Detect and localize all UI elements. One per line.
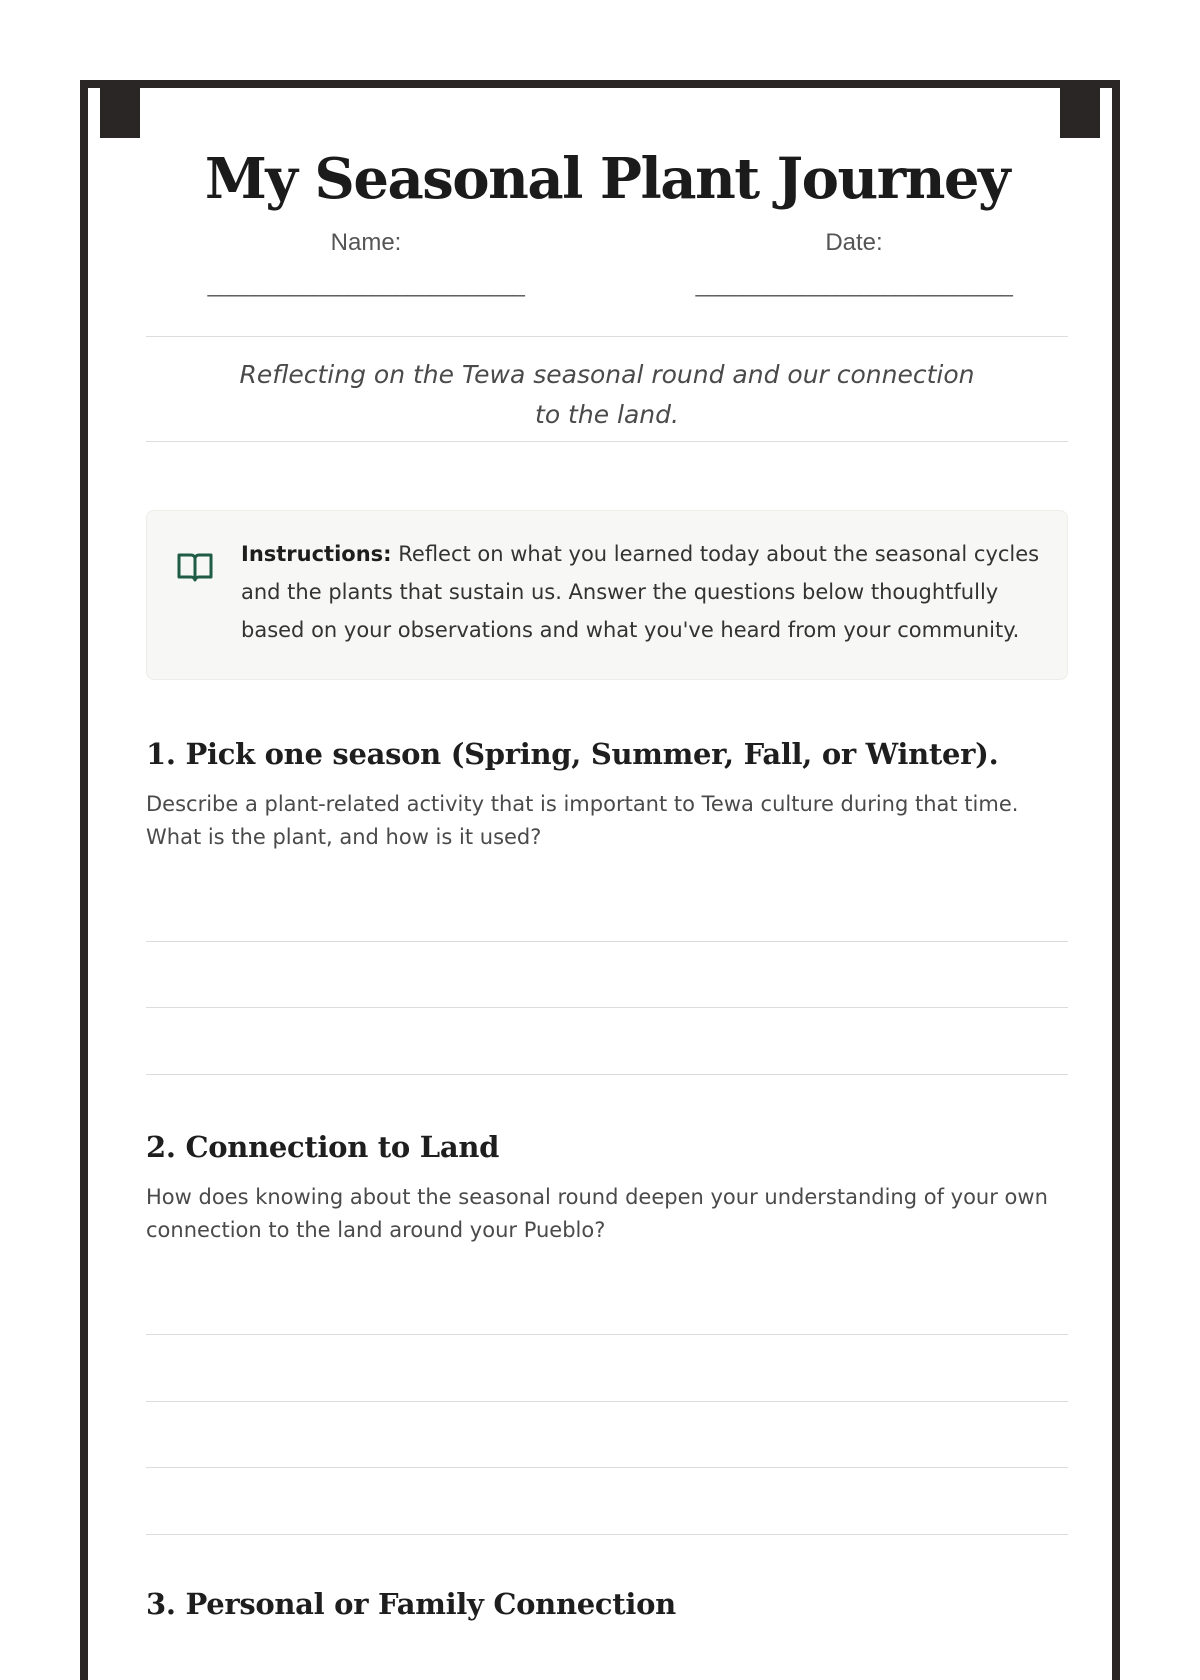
question-1-prompt: Describe a plant-related activity that is important to Tewa culture during that time. What is the plant, and how is it used?: [146, 792, 1019, 849]
answer-line[interactable]: [146, 1467, 1068, 1468]
subtitle-band: [146, 336, 1068, 442]
subtitle: Reflecting on the Tewa seasonal round and our connection to the land.: [239, 360, 975, 429]
question-1-heading: 1. Pick one season (Spring, Summer, Fall, or Winter).: [146, 737, 999, 771]
answer-line[interactable]: [146, 1334, 1068, 1335]
question-2-prompt: How does knowing about the seasonal round deepen your understanding of your own connection to the land around your Pueblo?: [146, 1185, 1048, 1242]
date-label: Date:: [825, 229, 883, 256]
instructions-text: [241, 535, 1041, 649]
answer-line[interactable]: [146, 1074, 1068, 1075]
question-1: [146, 734, 1068, 854]
answer-line[interactable]: [146, 1534, 1068, 1535]
open-book-icon: [175, 547, 215, 587]
frame-corner-left: [100, 86, 140, 138]
answer-line[interactable]: [146, 1401, 1068, 1402]
instructions-box: [146, 510, 1068, 680]
question-3: [146, 1584, 1068, 1624]
frame-corner-right: [1060, 86, 1100, 138]
date-field[interactable]: [674, 228, 1034, 298]
answer-line[interactable]: [146, 941, 1068, 942]
question-3-heading: 3. Personal or Family Connection: [146, 1587, 676, 1621]
question-2: [146, 1127, 1068, 1247]
instructions-label: Instructions:: [241, 542, 392, 566]
answer-line[interactable]: [146, 1007, 1068, 1008]
page-title: My Seasonal Plant Journey: [204, 146, 1010, 212]
name-blank[interactable]: ___________________________: [207, 272, 525, 297]
name-label: Name:: [330, 229, 402, 256]
instructions-body: Reflect on what you learned today about the seasonal cycles and the plants that sustain us. Answer the questions below thoughtfully based on your observations and what you've heard from your community.: [241, 542, 1040, 642]
worksheet-frame: [80, 80, 1120, 1680]
question-2-heading: 2. Connection to Land: [146, 1130, 500, 1164]
name-field[interactable]: [186, 228, 546, 298]
date-blank[interactable]: ___________________________: [695, 272, 1013, 297]
